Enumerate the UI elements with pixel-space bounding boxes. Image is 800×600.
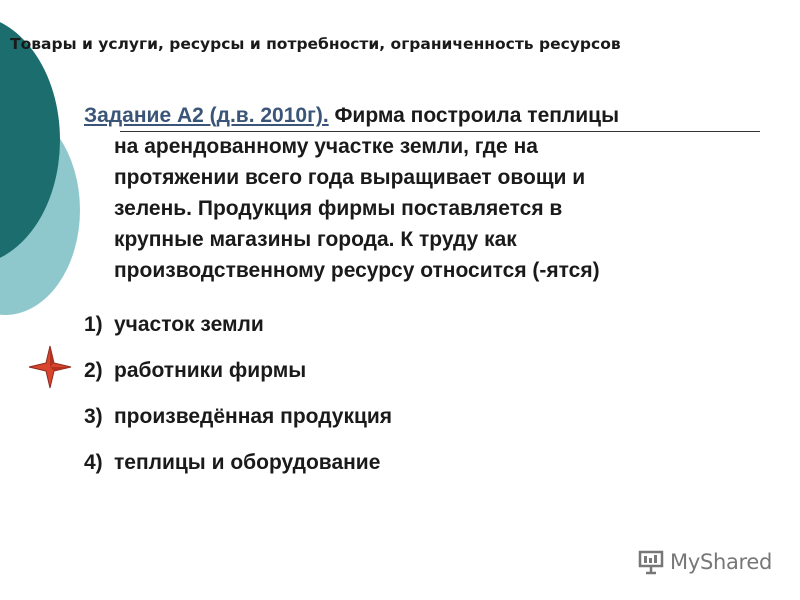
- option-number: 2): [84, 359, 103, 382]
- option-number: 4): [84, 451, 103, 474]
- myshared-logo[interactable]: [638, 548, 772, 576]
- option-number: 1): [84, 313, 103, 336]
- logo-text: MyShared: [670, 550, 773, 574]
- task-line-1: [84, 100, 774, 131]
- task-line-6: производственному ресурсу относится (-ятся): [114, 259, 600, 282]
- slide-title: Товары и услуги, ресурсы и потребности, ограниченность ресурсов: [10, 35, 621, 53]
- option-text: произведённая продукция: [114, 405, 393, 428]
- answer-options: [84, 310, 392, 494]
- four-point-star-icon: [28, 345, 72, 389]
- option-number: 3): [84, 405, 103, 428]
- option-text: участок земли: [114, 313, 264, 336]
- answer-option-1[interactable]: [84, 310, 392, 356]
- task-line-4: зелень. Продукция фирмы поставляется в: [114, 197, 563, 220]
- task-reference: Задание А2 (д.в. 2010г).: [84, 104, 329, 127]
- presentation-board-icon: [638, 549, 664, 575]
- answer-option-4[interactable]: [84, 448, 392, 494]
- task-line-5: крупные магазины города. К труду как: [114, 228, 517, 251]
- task-line-1-text: Фирма построила теплицы: [328, 104, 620, 127]
- task-text: [84, 100, 774, 286]
- task-line-2: на арендованному участке земли, где на: [114, 135, 538, 158]
- answer-option-3[interactable]: [84, 402, 392, 448]
- task-line-3: протяжении всего года выращивает овощи и: [114, 166, 586, 189]
- option-text: теплицы и оборудование: [114, 451, 381, 474]
- answer-option-2[interactable]: [84, 356, 392, 402]
- option-text: работники фирмы: [114, 359, 307, 382]
